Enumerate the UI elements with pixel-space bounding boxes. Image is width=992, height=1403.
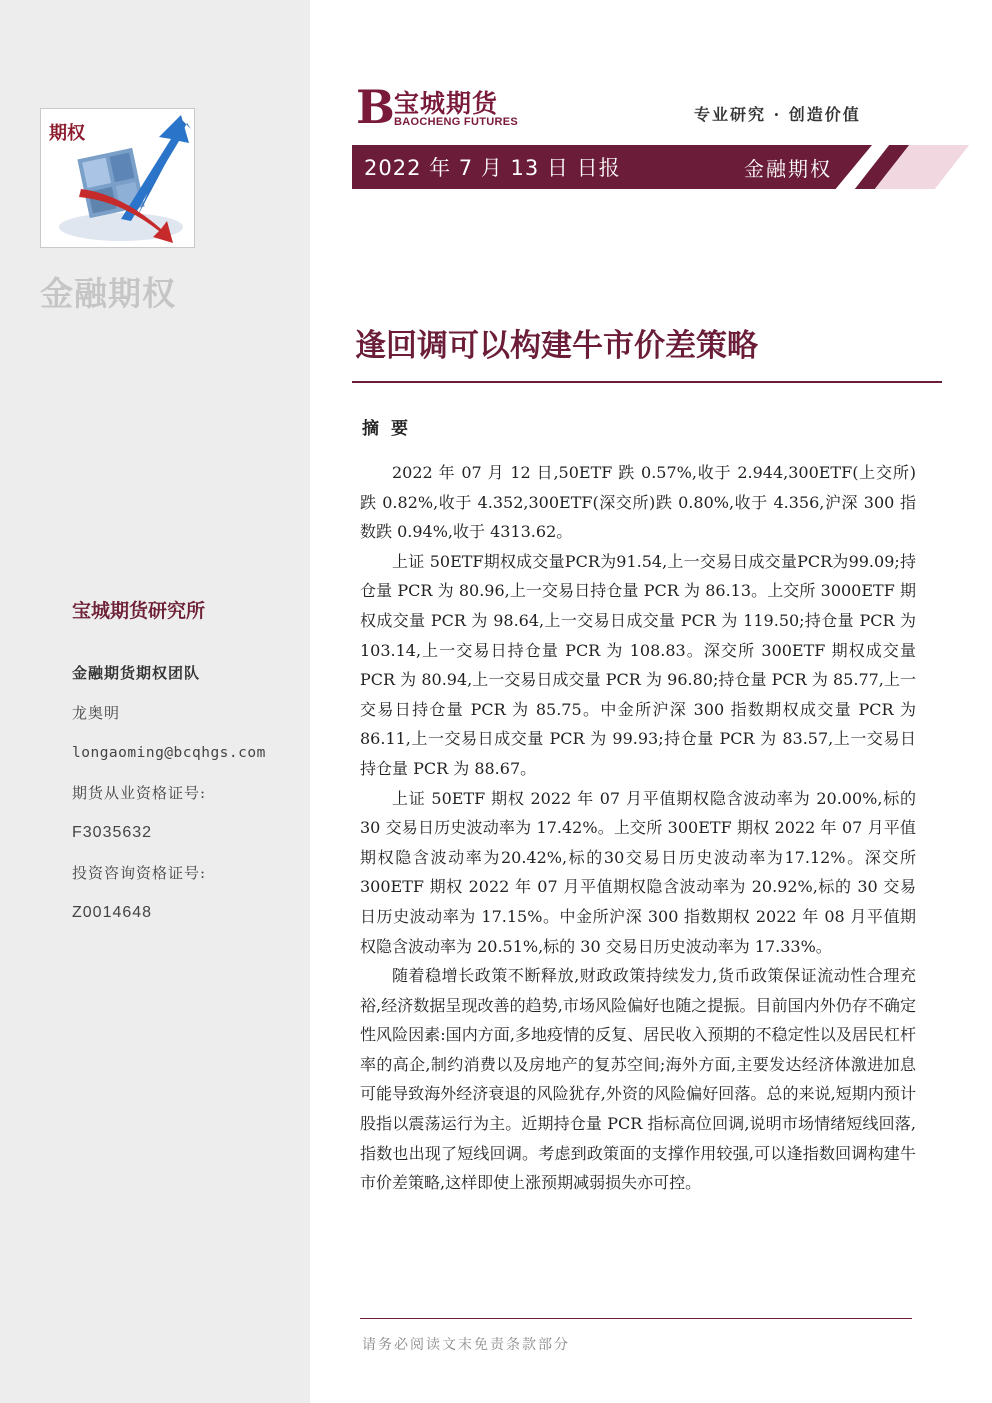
analyst-email[interactable]: longaoming@bcqhgs.com bbox=[72, 745, 266, 761]
slogan: 专业研究 · 创造价值 bbox=[694, 105, 861, 124]
paragraph: 随着稳增长政策不断释放,财政政策持续发力,货币政策保证流动性合理充裕,经济数据呈现改善的趋势,市场风险偏好也随之提振。目前国内外仍存不确定性风险因素:国内方面,多地疫情的反复、居民收入预期的不稳定性以及居民杠杆率的高企,制约消费以及房地产的复苏空间;海外方面,主要发达经济体激进加息可能导致海外经济衰退的风险犹存,外资的风险偏好回落。总的来说,短期内预计股指以震荡运行为主。近期持仓量 PCR 指标高位回调,说明市场情绪短线回落,指数也出现了短线回调。考虑到政策面的支撑作用较强,可以逢指数回调构建牛市价差策略,这样即使上涨预期减弱损失亦可控。 bbox=[360, 966, 916, 1193]
title-divider bbox=[352, 381, 942, 383]
disclaimer-note: 请务必阅读文末免责条款部分 bbox=[362, 1337, 570, 1353]
logo-en-text: BAOCHENG FUTURES bbox=[394, 116, 518, 128]
abstract-body bbox=[360, 458, 916, 1198]
invest-cert-number: Z0014648 bbox=[72, 904, 153, 921]
date-banner bbox=[352, 145, 940, 189]
report-type: 金融期权 bbox=[744, 157, 832, 181]
contact-block bbox=[72, 660, 302, 940]
institute-name: 宝城期货研究所 bbox=[72, 600, 206, 622]
invest-cert-label: 投资咨询资格证号: bbox=[72, 864, 207, 882]
paragraph: 2022 年 07 月 12 日,50ETF 跌 0.57%,收于 2.944,300ETF(上交所)跌 0.82%,收于 4.352,300ETF(深交所)跌 0.80%,收于 4.356,沪深 300 指数跌 0.94%,收于 4313.62。 bbox=[360, 463, 916, 542]
logo-cn-text: 宝城期货 bbox=[394, 89, 499, 118]
category-title: 金融期权 bbox=[40, 274, 176, 313]
futures-cert-label: 期货从业资格证号: bbox=[72, 784, 207, 802]
futures-cert-number: F3035632 bbox=[72, 824, 153, 841]
paragraph: 上证 50ETF 期权 2022 年 07 月平值期权隐含波动率为 20.00%,标的 30 交易日历史波动率为 17.42%。上交所 300ETF 期权 2022 年 07 月平值期权隐含波动率为20.42%,标的30交易日历史波动率为17.12%。深交所 300ETF 期权 2022 年 07 月平值期权隐含波动率为 20.92%,标的 30 交易日历史波动率为 17.15%。中金所沪深 300 指数期权 2022 年 08 月平值期权隐含波动率为 20.51%,标的 30 交易日历史波动率为 17.33%。 bbox=[360, 788, 916, 956]
report-title: 逢回调可以构建牛市价差策略 bbox=[355, 328, 758, 364]
report-date: 2022 年 7 月 13 日 日报 bbox=[364, 156, 621, 180]
paragraph: 上证 50ETF期权成交量PCR为91.54,上一交易日成交量PCR为99.09;持仓量 PCR 为 80.96,上一交易日持仓量 PCR 为 86.13。上交所 3000ETF 期权成交量 PCR 为 98.64,上一交易日成交量 PCR 为 119.50;持仓量 PCR 为 103.14,上一交易日持仓量 PCR 为 108.83。深交所 300ETF 期权成交量 PCR 为 80.94,上一交易日成交量 PCR 为 96.80;持仓量 PCR 为 85.77,上一交易日持仓量 PCR 为 85.75。中金所沪深 300 指数期权成交量 PCR 为 86.11,上一交易日成交量 PCR 为 99.93;持仓量 PCR 为 83.57,上一交易日持仓量 PCR 为 88.67。 bbox=[360, 551, 916, 778]
cover-image bbox=[40, 108, 195, 248]
analyst-name: 龙奥明 bbox=[72, 704, 121, 722]
sidebar bbox=[0, 0, 310, 1403]
abstract-heading: 摘要 bbox=[362, 419, 420, 439]
footer-divider bbox=[360, 1318, 912, 1319]
cover-tag: 期权 bbox=[49, 123, 85, 144]
team-name: 金融期货期权团队 bbox=[72, 664, 201, 682]
company-logo bbox=[356, 80, 526, 134]
logo-mark: B bbox=[356, 80, 395, 134]
